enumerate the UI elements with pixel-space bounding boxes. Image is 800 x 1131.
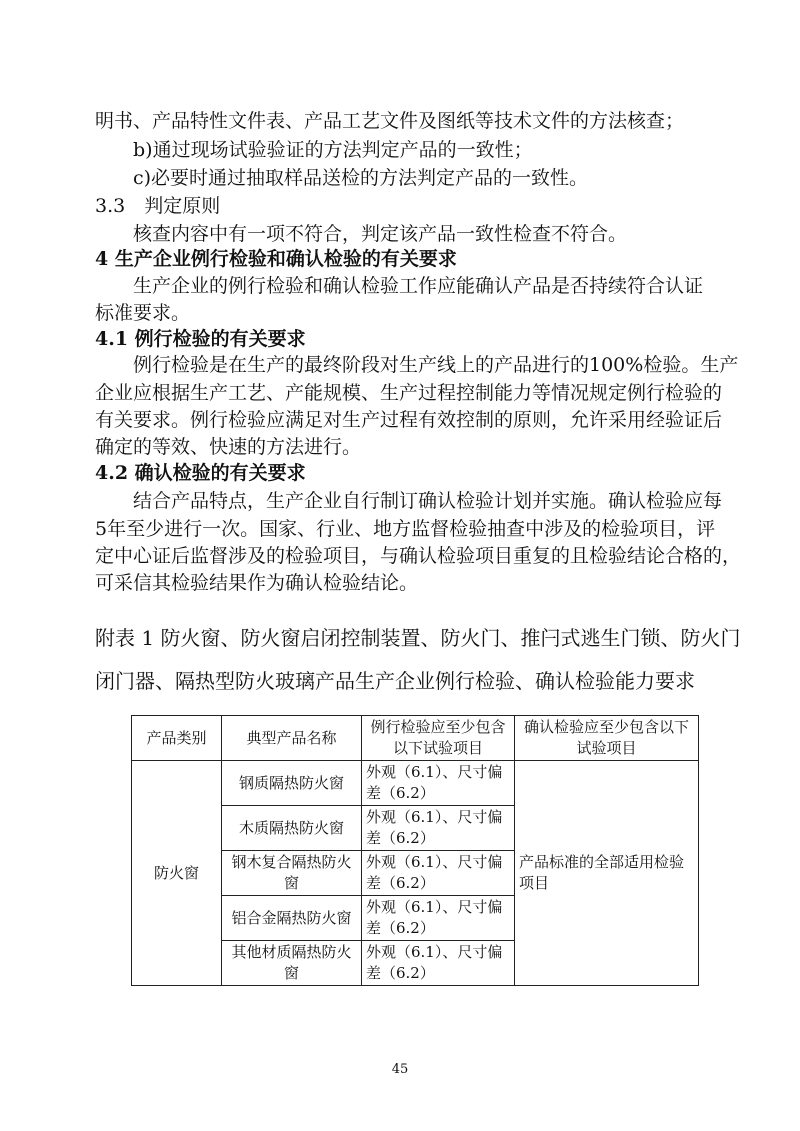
paragraph-line: 标准要求。 bbox=[95, 302, 191, 324]
paragraph-line: 企业应根据生产工艺、产能规模、生产过程控制能力等情况规定例行检验的 bbox=[95, 382, 723, 404]
confirm-test-cell: 产品标准的全部适用检验项目 bbox=[515, 761, 699, 986]
section-heading-4-1: 4.1 例行检验的有关要求 bbox=[95, 328, 306, 350]
header-routine-tests: 例行检验应至少包含以下试验项目 bbox=[362, 716, 515, 761]
list-item-c: c)必要时通过抽取样品送检的方法判定产品的一致性。 bbox=[133, 167, 589, 189]
table-caption-line-2: 闭门器、隔热型防火玻璃产品生产企业例行检验、确认检验能力要求 bbox=[95, 669, 695, 693]
product-name-cell: 钢质隔热防火窗 bbox=[222, 761, 362, 806]
paragraph-line: 5年至少进行一次。国家、行业、地方监督检验抽查中涉及的检验项目，评 bbox=[95, 518, 716, 540]
header-confirm-tests: 确认检验应至少包含以下试验项目 bbox=[515, 716, 699, 761]
routine-test-cell: 外观（6.1）、尺寸偏差（6.2） bbox=[362, 761, 515, 806]
paragraph-line: 有关要求。例行检验应满足对生产过程有效控制的原则，允许采用经验证后 bbox=[95, 409, 723, 431]
routine-test-cell: 外观（6.1）、尺寸偏差（6.2） bbox=[362, 941, 515, 986]
paragraph-line: 核查内容中有一项不符合，判定该产品一致性检查不符合。 bbox=[133, 223, 628, 245]
product-name-cell: 其他材质隔热防火窗 bbox=[222, 941, 362, 986]
category-cell: 防火窗 bbox=[132, 761, 222, 986]
table-caption-line-1: 附表 1 防火窗、防火窗启闭控制装置、防火门、推闩式逃生门锁、防火门 bbox=[95, 626, 741, 650]
routine-test-cell: 外观（6.1）、尺寸偏差（6.2） bbox=[362, 896, 515, 941]
section-heading-4-2: 4.2 确认检验的有关要求 bbox=[95, 462, 306, 484]
page-number: 45 bbox=[391, 1062, 409, 1077]
product-name-cell: 木质隔热防火窗 bbox=[222, 806, 362, 851]
paragraph-line: 例行检验是在生产的最终阶段对生产线上的产品进行的100%检验。生产 bbox=[133, 354, 739, 376]
header-typical-product: 典型产品名称 bbox=[222, 716, 362, 761]
product-name-cell: 铝合金隔热防火窗 bbox=[222, 896, 362, 941]
requirements-table bbox=[131, 715, 699, 986]
header-product-category: 产品类别 bbox=[132, 716, 222, 761]
routine-test-cell: 外观（6.1）、尺寸偏差（6.2） bbox=[362, 851, 515, 896]
list-item-b: b)通过现场试验验证的方法判定产品的一致性； bbox=[133, 139, 533, 161]
section-heading-3-3: 3.3 判定原则 bbox=[95, 195, 221, 217]
paragraph-line: 定中心证后监督涉及的检验项目，与确认检验项目重复的且检验结论合格的， bbox=[95, 545, 742, 567]
paragraph-line: 明书、产品特性文件表、产品工艺文件及图纸等技术文件的方法核查； bbox=[95, 110, 685, 132]
paragraph-line: 确定的等效、快速的方法进行。 bbox=[95, 436, 362, 458]
section-heading-4: 4 生产企业例行检验和确认检验的有关要求 bbox=[95, 248, 457, 270]
table-row bbox=[132, 761, 699, 806]
product-name-cell: 钢木复合隔热防火窗 bbox=[222, 851, 362, 896]
paragraph-line: 可采信其检验结果作为确认检验结论。 bbox=[95, 572, 419, 594]
paragraph-line: 结合产品特点，生产企业自行制订确认检验计划并实施。确认检验应每 bbox=[133, 490, 723, 512]
paragraph-line: 生产企业的例行检验和确认检验工作应能确认产品是否持续符合认证 bbox=[133, 275, 704, 297]
routine-test-cell: 外观（6.1）、尺寸偏差（6.2） bbox=[362, 806, 515, 851]
table-header-row bbox=[132, 716, 699, 761]
